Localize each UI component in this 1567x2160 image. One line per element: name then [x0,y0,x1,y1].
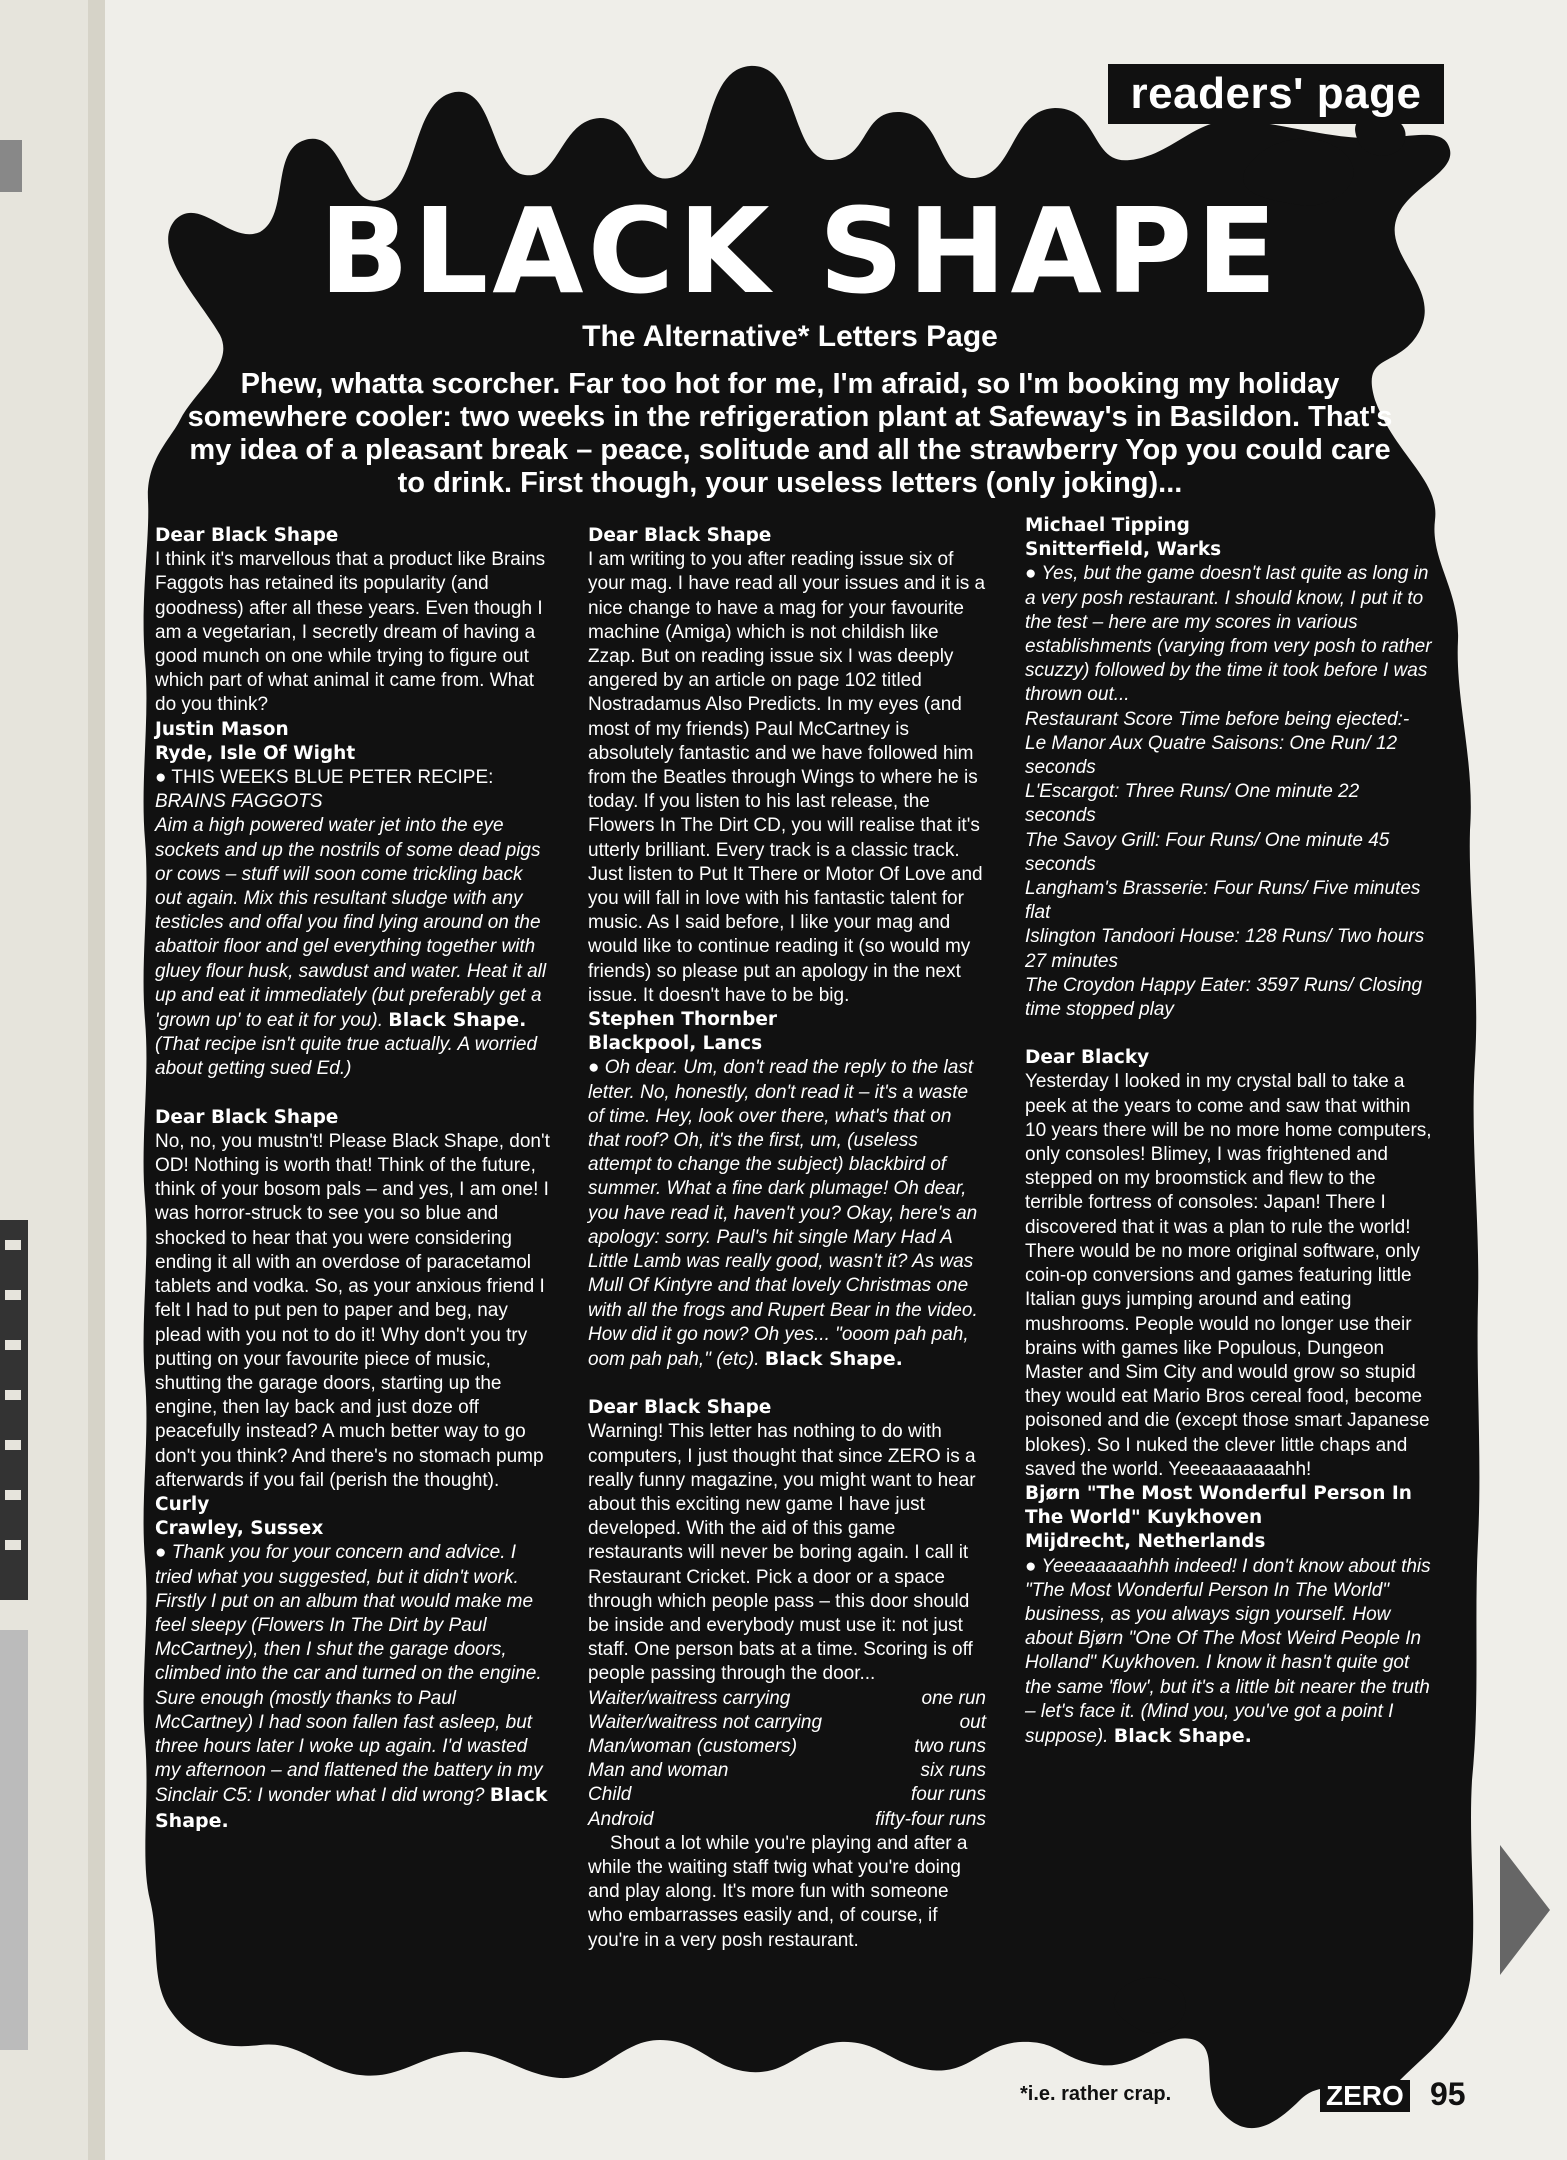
editor-note: (That recipe isn't quite true actually. A worried about getting sued Ed.) [155,1034,538,1080]
letter-body: I think it's marvellous that a product like Brains Faggots has retained its popularity (and goodness) after all these years. Even though I am a vegetarian, I secretly dream of having a good munch on one while trying to figure out which part of what animal it came from. What do you think? [155,549,546,716]
letter-author: Justin Mason [155,718,289,740]
letter-location: Mijdrecht, Netherlands [1025,1531,1266,1553]
letter [1025,1046,1435,1749]
page-number: 95 [1430,2076,1466,2112]
score-line: The Croydon Happy Eater: 3597 Runs/ Closing time stopped play [1025,974,1423,1021]
column-2 [588,514,986,1953]
letter-author: Bjørn "The Most Wonderful Person In The World" Kuykhoven [1025,1482,1412,1529]
runs-row: Man and woman six runs [588,1760,986,1782]
letter-salutation: Dear Black Shape [155,525,339,546]
section-tag: readers' page [1108,64,1444,124]
letter-location: Ryde, Isle Of Wight [155,742,356,764]
letter [588,1396,986,1953]
page-subtitle: The Alternative* Letters Page [582,320,998,353]
footnote: *i.e. rather crap. [1020,2083,1172,2105]
runs-row: Android fifty-four runs [588,1808,986,1830]
intro-paragraph: Phew, whatta scorcher. Far too hot for me, I'm afraid, so I'm booking my holiday somewhere cooler: two weeks in the refrigeration plant at Safeway's in Basildon. That's my idea of a pleasant break – peace, solitude and all the strawberry Yop you could care to drink. First though, your useless letters (only joking)... [187,368,1393,499]
letter-body: I am writing to you after reading issue six of your mag. I have read all your issues and it is a nice change to have a mag for your favourite machine (Amiga) which is not childish like Zzap. But on reading issue six I was deeply angered by an article on page 102 titled Nostradamus Also Predicts. In my eyes (and most of my friends) Paul McCartney is absolutely fantastic and we have followed him from the Beatles through Wings to where he is today. If you listen to his last release, the Flowers In The Dirt CD, you will realise that it's utterly brilliant. Every track is a classic track. Just listen to Put It There or Motor Of Love and you will fall in love with his fantastic talent for music. As I said before, I like your mag and would like to continue reading it (so would my friends) so please put an apology in the next issue. It doesn't have to be big. [588,549,986,1006]
editor-reply: ● Yeeeaaaaahhh indeed! I don't know about this "The Most Wonderful Person In The World" business, as you always sign yourself. How about Bjørn "One Of The Most Weird People In Holland" Kuykhoven. I know it hasn't quite got the same 'flow', but it's a little bit nearer the truth – let's face it. (Mind you, you've got a point I suppose). Black Shape. [1025,1555,1431,1747]
letter-body: Warning! This letter has nothing to do with computers, I just thought that since ZERO is a really funny magazine, you might want to hear about this exciting new game I have just developed. With the aid of this game restaurants will never be boring again. I call it Restaurant Cricket. Pick a door or a space through which people pass – this door should be inside and everybody must use it: not just staff. One person bats at a time. Scoring is off people passing through the door... [588,1421,976,1685]
letter-author: Curly [155,1493,210,1515]
reply-heading: ● THIS WEEKS BLUE PETER RECIPE: [155,767,494,789]
column-3 [1025,514,1435,1749]
letter [588,524,986,1372]
letter [155,524,553,1082]
letter-body: No, no, you mustn't! Please Black Shape, don't OD! Nothing is worth that! Think of the future, think of your bosom pals – and yes, I am one! I was horror-struck to see you so blue and shocked to hear that you were considering ending it all with an overdose of paracetamol tablets and vodka. So, as your anxious friend I felt I had to put pen to paper and beg, nay plead with you not to do it! Why don't you try putting on your favourite piece of music, shutting the garage doors, starting up the engine, then lay back and just doze off peacefully instead? A much better way to go don't you think? And there's no stomach pump afterwards if you fail (perish the thought). [155,1130,550,1491]
editor-reply: ● Thank you for your concern and advice. I tried what you suggested, but it didn't work. Firstly I put on an album that would make me feel sleepy (Flowers In The Dirt by Paul McCartney), then I shut the garage doors, climbed into the car and turned on the engine. Sure enough (mostly thanks to Paul McCartney) I had soon fallen fast asleep, but three hours later I woke up again. I'd wasted my afternoon – and flattened the battery in my Sinclair C5: I wonder what I did wrong? Black Shape. [155,1542,548,1832]
column-1 [155,514,553,1834]
letter-body-continued: Shout a lot while you're playing and after a while the waiting staff twig what you're doing and play along. It's more fun with someone who embarrasses easily and, of course, if you're in a very posh restaurant. [588,1832,968,1951]
letter-salutation: Dear Black Shape [588,525,772,546]
letter [155,1106,553,1834]
score-line: Le Manor Aux Quatre Saisons: One Run/ 12 seconds [1025,732,1398,779]
letter-body: Yesterday I looked in my crystal ball to take a peek at the years to come and saw that within 10 years there will be no more home computers, only consoles! Blimey, I was frightened and stepped on my broomstick and flew to the terrible fortress of consoles: Japan! There I discovered that it was a plan to rule the world! There would be no more original software, only coin-op conversions and games featuring little Italian guys jumping around and eating mushrooms. People would no longer use their brains with games like Populous, Dungeon Master and Sim City and would grow so stupid they would eat Mario Bros cereal food, become poisoned and die (except those smart Japanese blokes). So I nuked the clever little chaps and saved the world. Yeeeaaaaaaahh! [1025,1071,1432,1480]
scores-heading: Restaurant Score Time before being ejected:- [1025,708,1410,730]
letter-salutation: Dear Black Shape [155,1106,339,1128]
letter-salutation: Dear Black Shape [588,1397,772,1419]
runs-row: Child four runs [588,1784,986,1806]
runs-table [588,1687,986,1832]
editor-reply: ● Yes, but the game doesn't last quite as long in a very posh restaurant. I should know, I put it to the test – here are my scores in various establishments (varying from very posh to rather scuzzy) followed by the time it took before I was thrown out... [1025,563,1432,706]
magazine-logo: ZERO [1320,2080,1410,2112]
score-line: Langham's Brasserie: Four Runs/ Five minutes flat [1025,878,1421,924]
runs-row: Waiter/waitress not carrying out [588,1711,986,1733]
score-line: Islington Tandoori House: 128 Runs/ Two hours 27 minutes [1025,926,1425,972]
runs-row: Man/woman (customers) two runs [588,1735,986,1757]
editor-reply: Aim a high powered water jet into the eye sockets and up the nostrils of some dead pigs or cows – stuff will soon come trickling back out again. Mix this resultant sludge with any testicles and offal you find lying around on the abattoir floor and gel everything together with gluey flour husk, sawdust and water. Heat it all up and eat it immediately (but preferably get a 'grown up' to eat it for you). Black Shape. [155,815,547,1032]
letter-location: Snitterfield, Warks [1025,539,1222,561]
letter-author: Michael Tipping [1025,515,1190,536]
score-line: The Savoy Grill: Four Runs/ One minute 45 seconds [1025,829,1390,875]
score-line: L'Escargot: Three Runs/ One minute 22 seconds [1025,781,1360,827]
editor-reply: ● Oh dear. Um, don't read the reply to the last letter. No, honestly, don't read it – it's a waste of time. Hey, look over there, what's that on that roof? Oh, it's the first, um, (useless attempt to change the subject) blackbird of summer. What a fine dark plumage! Oh dear, you have read it, haven't you? Okay, here's an apology: sorry. Paul's hit single Mary Had A Little Lamb was really good, wasn't it? As was Mull Of Kintyre and that lovely Christmas one with all the frogs and Rupert Bear in the video. How did it go now? Oh yes... "ooom pah pah, oom pah pah," (etc). Black Shape. [588,1057,978,1370]
letter-salutation: Dear Blacky [1025,1047,1150,1069]
letter-location: Blackpool, Lancs [588,1033,763,1055]
next-page-arrow-icon [1500,1845,1550,1975]
letter-author: Stephen Thornber [588,1009,777,1031]
runs-row: Waiter/waitress carrying one run [588,1687,986,1709]
reply-heading-sub: BRAINS FAGGOTS [155,791,323,813]
letter-continued [1025,514,1435,1022]
letter-location: Crawley, Sussex [155,1518,324,1540]
page-title: BLACK SHAPE [319,182,1281,320]
